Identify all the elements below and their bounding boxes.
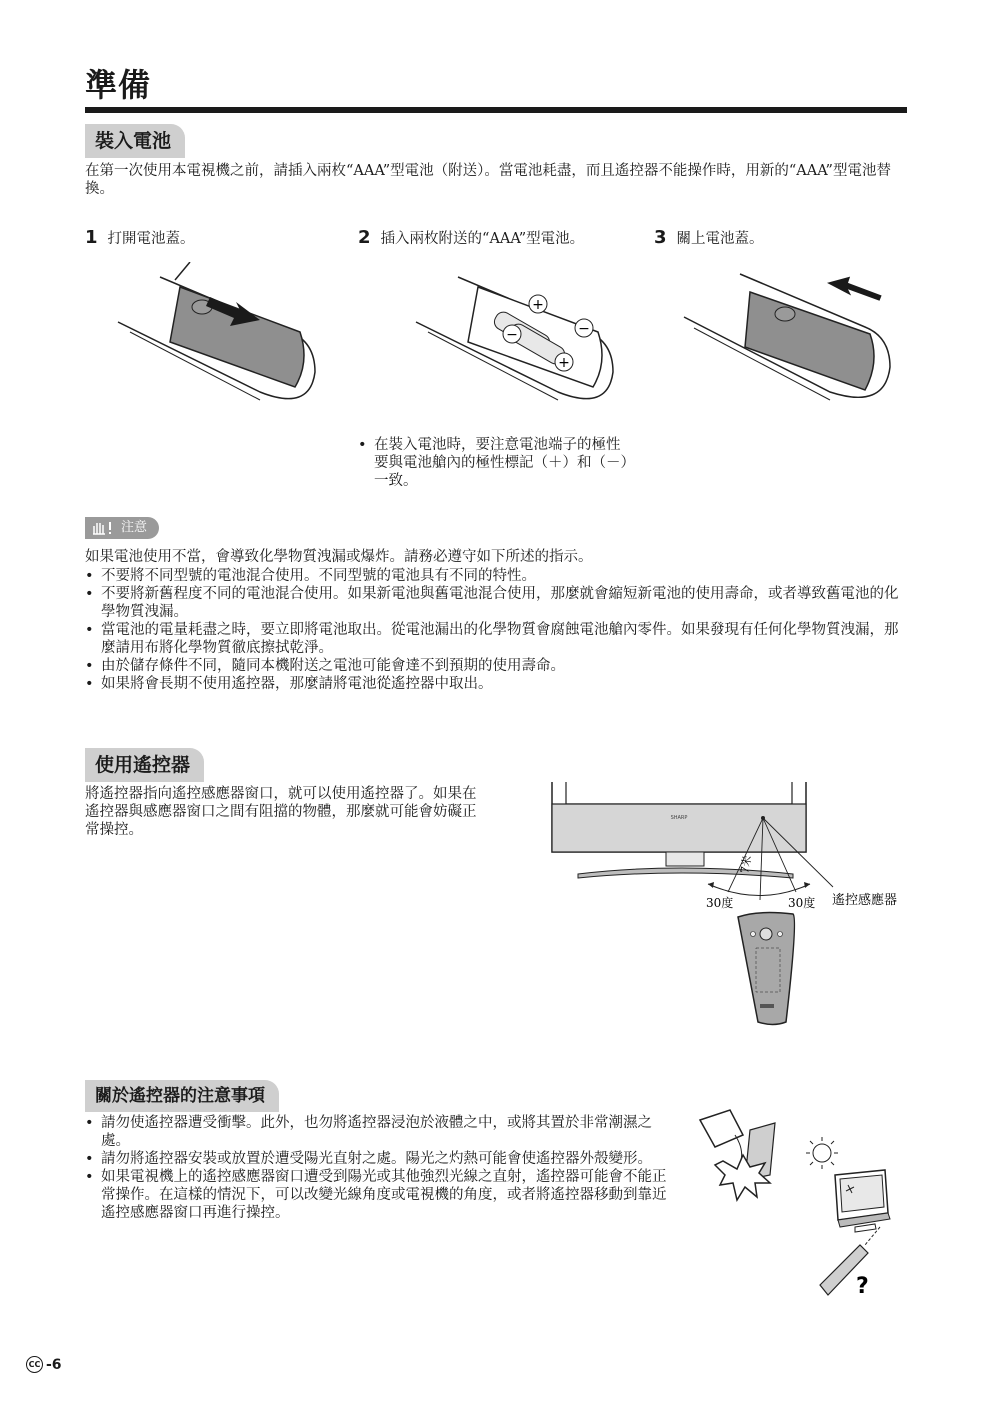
close-cover-illustration [680,262,900,412]
install-intro: 在第一次使用本電視機之前，請插入兩枚“AAA”型電池（附送）。當電池耗盡，而且遙控器不能操作時，用新的“AAA”型電池替換。 [85,163,891,197]
list-item: • 請勿將遙控器安裝或放置於遭受陽光直射之處。陽光之灼熱可能會使遙控器外殼變形。 [85,1150,670,1168]
list-item: • 如果將會長期不使用遙控器，那麼請將電池從遙控器中取出。 [85,675,907,693]
polarity-note [358,436,633,490]
section-heading-using-remote: 使用遙控器 [85,748,204,782]
list-item: • 不要將新舊程度不同的電池混合使用。如果新電池與舊電池混合使用，那麼就會縮短新電池的使用壽命，或者導致舊電池的化學物質洩漏。 [85,585,907,621]
open-cover-illustration [110,262,320,412]
step-text: 打開電池蓋。 [107,231,195,247]
caution-list [85,567,907,693]
question-mark-icon: ? [856,1274,869,1299]
step-number: 1 [85,227,98,248]
liquid-impact-illustration [695,1105,790,1205]
region-badge-icon: CC [26,1356,43,1373]
brand-logo: SHARP [670,815,688,821]
polarity-minus-icon: − [506,327,518,343]
sunlight-illustration [800,1135,900,1305]
page-footer [26,1356,62,1373]
remote-range-diagram [548,782,910,1027]
page-title: 準備 [85,66,152,104]
step-text: 插入兩枚附送的“AAA”型電池。 [380,231,585,247]
caution-hand-icon [91,520,115,536]
step-text: 關上電池蓋。 [676,231,764,247]
section-heading-remote-precautions: 關於遙控器的注意事項 [85,1080,279,1112]
remote-control-icon [738,913,794,1025]
list-item: • 由於儲存條件不同，隨同本機附送之電池可能會達不到預期的使用壽命。 [85,657,907,675]
tv-icon [835,1170,890,1232]
list-item: • 如果電視機上的遙控感應器窗口遭受到陽光或其他強烈光線之直射，遙控器可能會不能正常操作。在這樣的情況下，可以改變光線角度或電視機的角度，或者將遙控器移動到靠近遙控感應器窗口再進行操控。 [85,1168,670,1222]
step-number: 3 [654,227,667,248]
caution-label: 注意 [121,520,148,535]
using-remote-text: 將遙控器指向遙控感應器窗口，就可以使用遙控器了。如果在遙控器與感應器窗口之間有阻擋的物體，那麼就可能會妨礙正常操控。 [85,786,477,838]
step-1 [85,228,195,249]
section-heading-install-batteries: 裝入電池 [85,124,185,158]
list-item: • 請勿使遙控器遭受衝擊。此外，也勿將遙控器浸泡於液體之中，或將其置於非常潮濕之處。 [85,1114,670,1150]
title-rule [85,107,907,113]
list-item: • 當電池的電量耗盡之時，要立即將電池取出。從電池漏出的化學物質會腐蝕電池艙內零件。如果發現有任何化學物質洩漏，那麼請用布將化學物質徹底擦拭乾淨。 [85,621,907,657]
caution-intro: 如果電池使用不當，會導致化學物質洩漏或爆炸。請務必遵守如下所述的指示。 [85,549,593,565]
caution-badge [85,517,159,539]
angle-right-label: 30度 [788,896,816,910]
sensor-label: 遙控感應器 [832,893,898,908]
step-number: 2 [358,227,371,248]
slide-arrow-icon [827,277,882,301]
distance-label: 7米 [738,854,755,875]
polarity-minus-icon: − [578,321,590,337]
precautions-list [85,1114,670,1222]
sun-icon [806,1137,838,1169]
polarity-plus-icon: + [532,297,544,313]
cup-icon [700,1110,743,1147]
step-2 [358,228,584,249]
step-3 [654,228,764,249]
list-item: • 不要將不同型號的電池混合使用。不同型號的電池具有不同的特性。 [85,567,907,585]
page-number: -6 [46,1356,62,1373]
list-item: • 在裝入電池時，要注意電池端子的極性要與電池艙內的極性標記（＋）和（－）一致。 [358,436,633,490]
angle-left-label: 30度 [706,896,734,910]
insert-batteries-illustration [408,262,618,412]
polarity-plus-icon: + [558,355,570,371]
